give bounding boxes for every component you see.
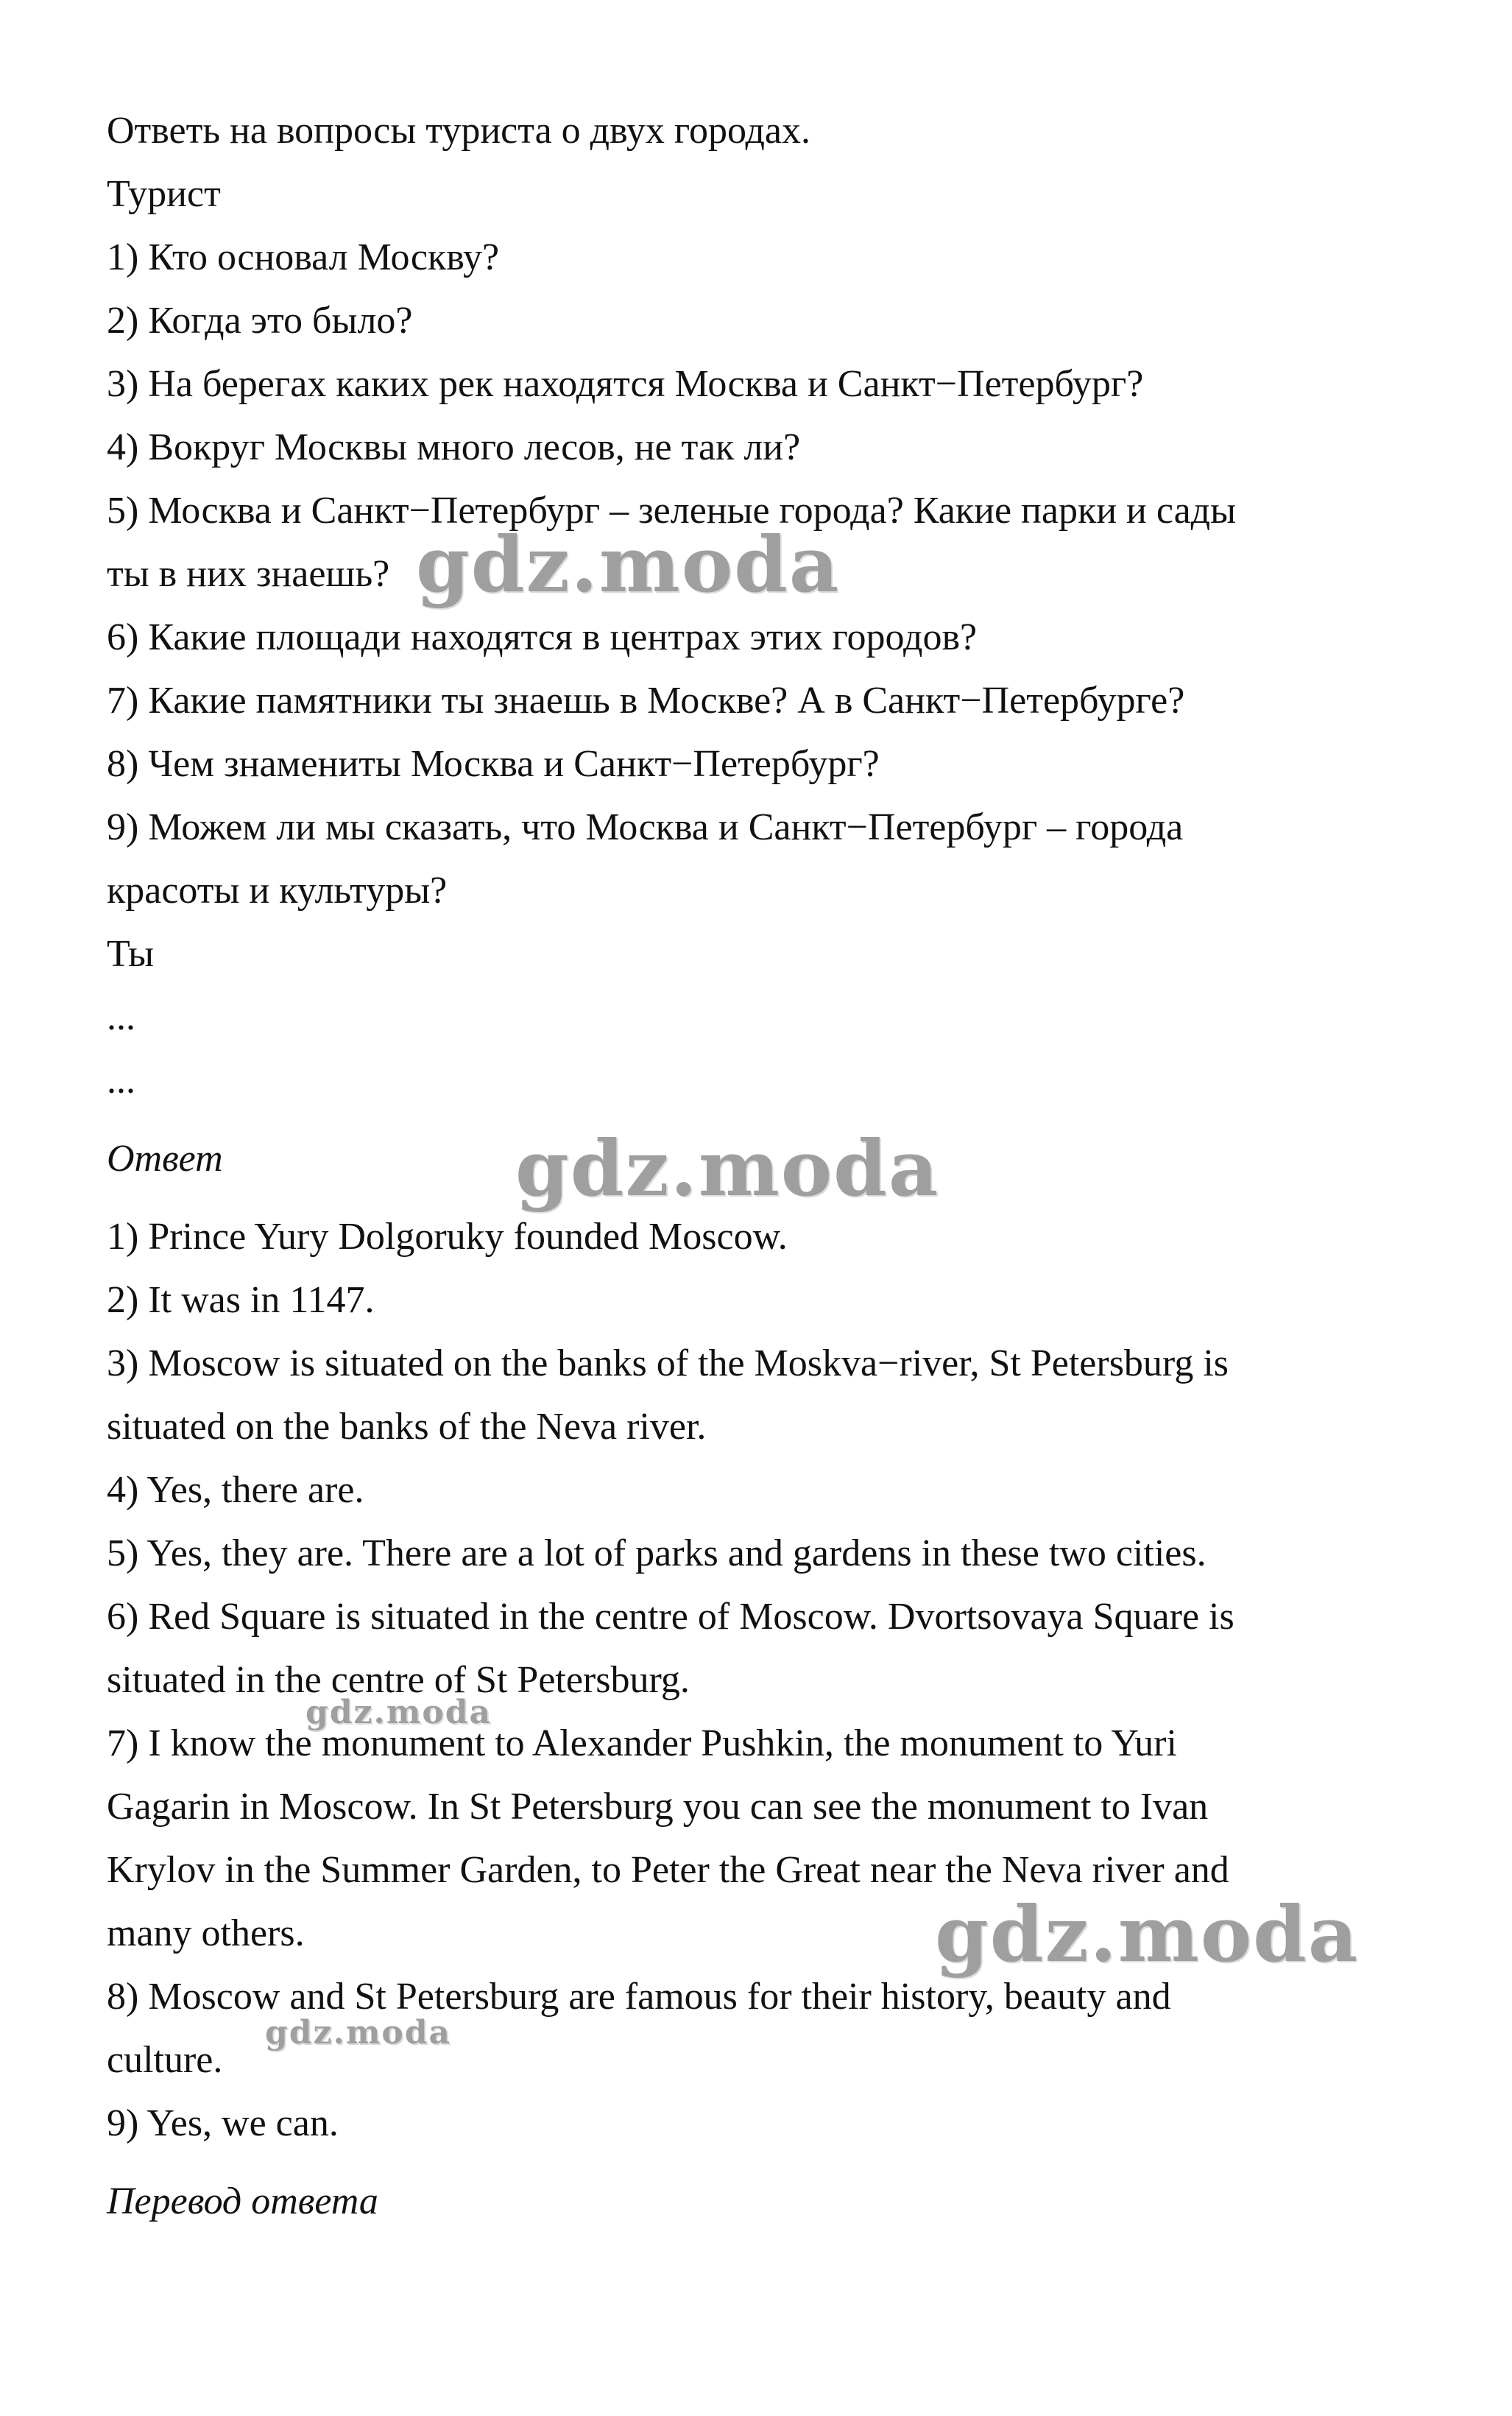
question-line: 3) На берегах каких рек находятся Москва и Санкт−Петербург? (107, 363, 1144, 405)
question-line: 2) Когда это было? (107, 300, 413, 342)
translation-heading: Перевод ответа (107, 2180, 378, 2222)
question-line: 8) Чем знамениты Москва и Санкт−Петербург? (107, 743, 880, 785)
ellipsis: ... (107, 996, 135, 1038)
question-line: 1) Кто основал Москву? (107, 236, 500, 278)
answer-line: culture. (107, 2039, 223, 2081)
answer-line: Krylov in the Summer Garden, to Peter the Great near the Neva river and (107, 1849, 1229, 1891)
answer-heading: Ответ (107, 1138, 223, 1180)
watermark: gdz.moda (515, 1123, 940, 1214)
answer-line: Gagarin in Moscow. In St Petersburg you can see the monument to Ivan (107, 1786, 1209, 1828)
answer-line: situated in the centre of St Petersburg. (107, 1659, 690, 1701)
answer-line: 1) Prince Yury Dolgoruky founded Moscow. (107, 1216, 788, 1258)
question-line: 7) Какие памятники ты знаешь в Москве? А в Санкт−Петербурге? (107, 680, 1185, 722)
answer-line: 9) Yes, we can. (107, 2102, 339, 2144)
task-instruction: Ответь на вопросы туриста о двух городах. (107, 110, 810, 152)
answer-line: 4) Yes, there are. (107, 1469, 364, 1511)
answer-line: 3) Moscow is situated on the banks of the Moskva−river, St Petersburg is (107, 1342, 1229, 1384)
answer-line: 8) Moscow and St Petersburg are famous for their history, beauty and (107, 1976, 1171, 2018)
question-line: красоты и культуры? (107, 870, 448, 912)
watermark: gdz.moda (265, 2014, 452, 2052)
watermark: gdz.moda (305, 1694, 492, 1731)
question-line: 4) Вокруг Москвы много лесов, не так ли? (107, 426, 801, 468)
tourist-label: Турист (107, 173, 221, 215)
ellipsis: ... (107, 1060, 135, 1102)
question-line: 9) Можем ли мы сказать, что Москва и Санкт−Петербург – города (107, 806, 1184, 848)
question-line: 6) Какие площади находятся в центрах этих городов? (107, 616, 978, 658)
answer-line: many others. (107, 1912, 305, 1954)
answer-line: 5) Yes, they are. There are a lot of parks and gardens in these two cities. (107, 1532, 1207, 1574)
question-line: ты в них знаешь? (107, 553, 390, 595)
question-line: 5) Москва и Санкт−Петербург – зеленые города? Какие парки и сады (107, 490, 1237, 532)
answer-line: 7) I know the monument to Alexander Pushkin, the monument to Yuri (107, 1722, 1177, 1764)
you-label: Ты (107, 933, 155, 975)
watermark: gdz.moda (935, 1889, 1360, 1979)
answer-line: 6) Red Square is situated in the centre of Moscow. Dvortsovaya Square is (107, 1596, 1234, 1638)
watermark: gdz.moda (416, 519, 841, 610)
answer-line: situated on the banks of the Neva river. (107, 1406, 707, 1448)
answer-line: 2) It was in 1147. (107, 1279, 375, 1321)
